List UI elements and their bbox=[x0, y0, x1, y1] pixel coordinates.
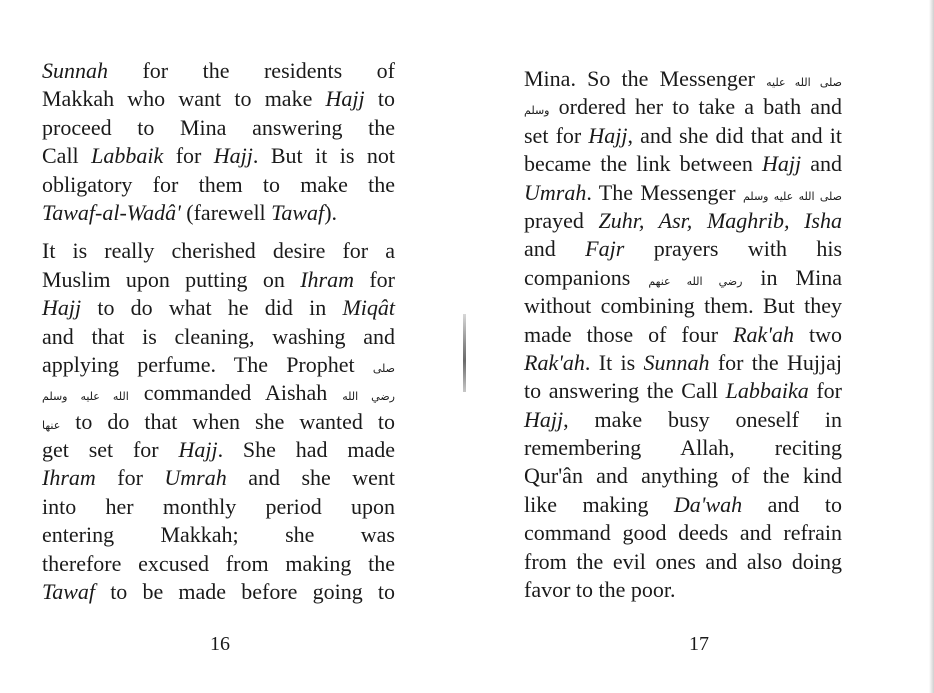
text-line: Ihram for Umrah and she went bbox=[42, 465, 396, 491]
right-page bbox=[466, 0, 934, 693]
text-line: set for Hajj, and she did that and it bbox=[524, 122, 843, 148]
text-line: companions رضي الله عنهم in Mina bbox=[524, 264, 842, 290]
text-line: عنها to do that when she wanted to bbox=[42, 408, 395, 434]
text-line: الله عليه وسلم commanded Aishah رضي الله bbox=[42, 380, 395, 406]
text-line: therefore excused from making the bbox=[42, 550, 395, 576]
text-line: obligatory for them to make the bbox=[42, 171, 395, 197]
left-page-text bbox=[42, 57, 395, 606]
text-line: became the link between Hajj and bbox=[524, 151, 842, 177]
text-line: applying perfume. The Prophet صلى bbox=[42, 351, 395, 377]
text-line: It is really cherished desire for a bbox=[42, 238, 395, 264]
text-line: favor to the poor. bbox=[524, 577, 676, 603]
text-line: Hajj to do what he did in Miqât bbox=[42, 295, 395, 321]
text-line: and Fajr prayers with his bbox=[524, 236, 843, 262]
text-line: like making Da'wah and to bbox=[524, 491, 842, 517]
text-line: get set for Hajj. She had made bbox=[42, 437, 396, 463]
left-page bbox=[0, 0, 466, 693]
text-line: Muslim upon putting on Ihram for bbox=[42, 266, 396, 292]
paragraph-gap bbox=[42, 227, 395, 237]
text-line: Umrah. The Messenger صلى الله عليه وسلم bbox=[524, 179, 843, 205]
text-line: into her monthly period upon bbox=[42, 493, 395, 519]
page-number: 16 bbox=[210, 633, 230, 655]
text-line: from the evil ones and also doing bbox=[524, 548, 842, 574]
text-line: remembering Allah, reciting bbox=[524, 435, 842, 461]
text-line: without combining them. But they bbox=[524, 293, 842, 319]
text-line: وسلم ordered her to take a bath and bbox=[524, 94, 842, 120]
text-line: entering Makkah; she was bbox=[42, 522, 395, 548]
text-line: Call Labbaik for Hajj. But it is not bbox=[42, 143, 396, 169]
text-line: Qur'ân and anything of the kind bbox=[524, 463, 842, 489]
text-line: Makkah who want to make Hajj to bbox=[42, 86, 395, 112]
page-number: 17 bbox=[689, 633, 709, 655]
text-line: Tawaf-al-Wadâ' (farewell Tawaf). bbox=[42, 199, 338, 225]
text-line: Rak'ah. It is Sunnah for the Hujjaj bbox=[524, 349, 842, 375]
page-edge-shadow bbox=[929, 0, 934, 693]
text-line: Hajj, make busy oneself in bbox=[524, 406, 842, 432]
text-line: to answering the Call Labbaika for bbox=[524, 378, 842, 404]
text-line: command good deeds and refrain bbox=[524, 520, 842, 546]
text-line: Tawaf to be made before going to bbox=[42, 579, 395, 605]
text-line: Mina. So the Messenger صلى الله عليه bbox=[524, 66, 842, 91]
right-page-text bbox=[524, 65, 842, 604]
text-line: prayed Zuhr, Asr, Maghrib, Isha bbox=[524, 207, 842, 233]
text-line: made those of four Rak'ah two bbox=[524, 321, 843, 347]
text-line: and that is cleaning, washing and bbox=[42, 323, 395, 349]
text-line: Sunnah for the residents of bbox=[42, 58, 395, 83]
text-line: proceed to Mina answering the bbox=[42, 114, 395, 140]
